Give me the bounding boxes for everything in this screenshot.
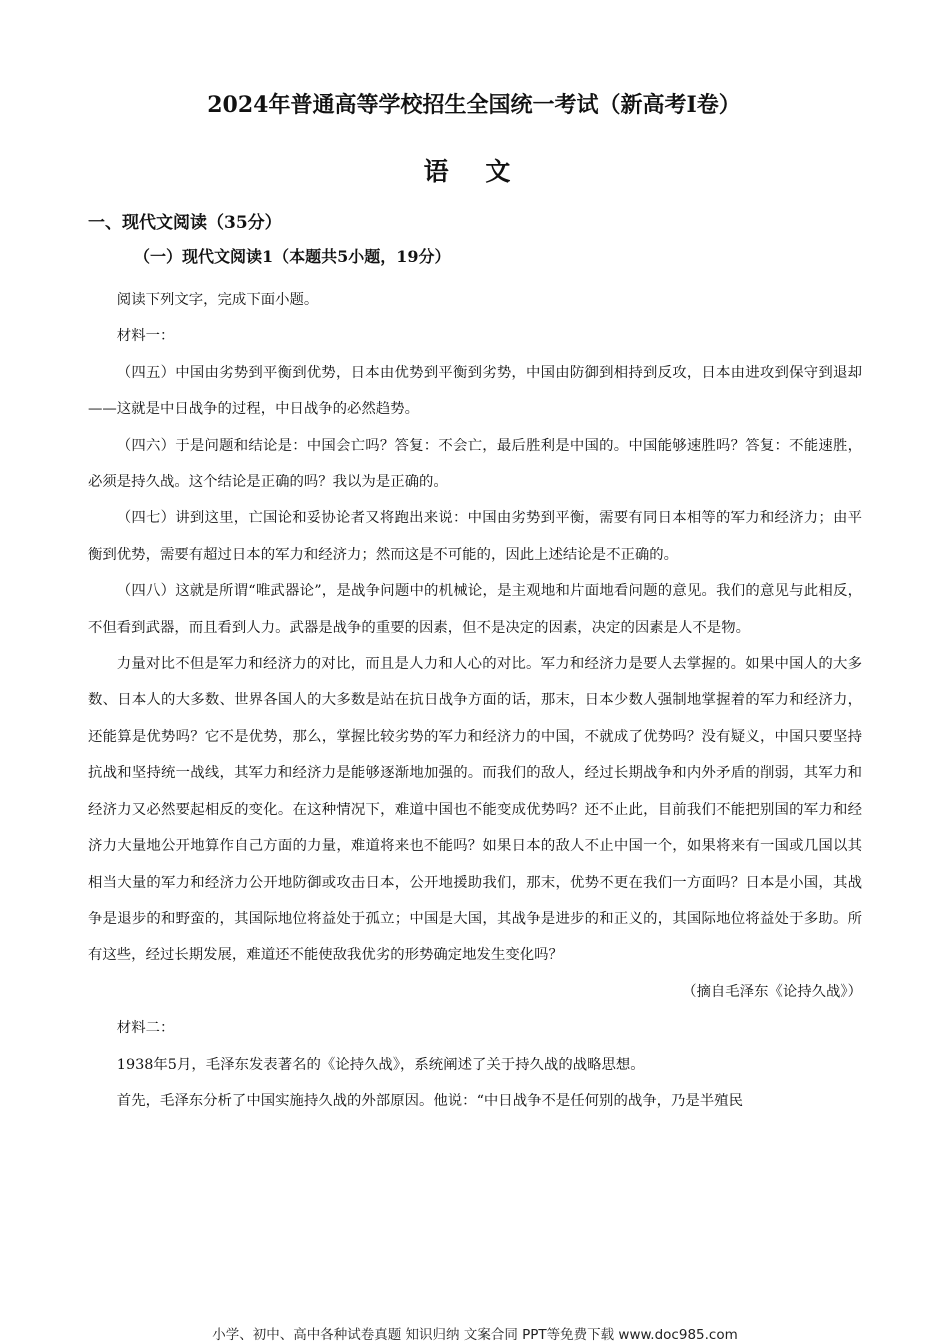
paragraph: （四七）讲到这里，亡国论和妥协论者又将跑出来说：中国由劣势到平衡，需要有同日本相等的军力和经济力；由平衡到优势，需要有超过日本的军力和经济力；然而这是不可能的，因此上述结论是不正确的。 <box>88 510 862 563</box>
paragraph: （四五）中国由劣势到平衡到优势，日本由优势到平衡到劣势，中国由防御到相持到反攻，日本由进攻到保守到退却——这就是中日战争的过程，中日战争的必然趋势。 <box>88 364 862 418</box>
material2-label: 材料二： <box>116 1020 175 1037</box>
paragraph: 首先，毛泽东分析了中国实施持久战的外部原因。他说：“中日战争不是任何别的战争，乃是半殖民 <box>116 1092 743 1109</box>
paragraph: 力量对比不但是军力和经济力的对比，而且是人力和人心的对比。军力和经济力是要人去掌握的。如果中国人的大多数、日本人的大多数、世界各国人的大多数是站在抗日战争方面的话，那末，日本少数人强制地掌握着的军力和经济力，还能算是优势吗？它不是优势，那么，掌握比较劣势的军力和经济力的中国，不就成了优势吗？没有疑义，中国只要坚持抗战和坚持统一战线，其军力和经济力是能够逐渐地加强的。而我们的敌人，经过长期战争和内外矛盾的削弱，其军力和经济力又必然要起相反的变化。在这种情况下，难道中国也不能变成优势吗？还不止此，目前我们不能把别国的军力和经济力大量地公开地算作自己方面的力量，难道将来也不能吗？如果日本的敌人不止中国一个，如果将来有一国或几国以其相当大量的军力和经济力公开地防御或攻击日本，公开地援助我们，那末，优势不更在我们一方面吗？日本是小国，其战争是退步的和野蛮的，其国际地位将益处于孤立；中国是大国，其战争是进步的和正义的，其国际地位将益处于多助。所有这些，经过长期发展，难道还不能使敌我优劣的形势确定地发生变化吗？ <box>88 656 862 964</box>
paragraph: （四六）于是问题和结论是：中国会亡吗？答复：不会亡，最后胜利是中国的。中国能够速胜吗？答复：不能速胜，必须是持久战。这个结论是正确的吗？我以为是正确的。 <box>88 437 862 491</box>
subsection-heading: （一）现代文阅读1（本题共5小题，19分） <box>134 247 451 266</box>
source-citation: （摘自毛泽东《论持久战》） <box>682 983 862 1000</box>
material1-label: 材料一： <box>116 328 175 345</box>
paragraph: （四八）这就是所谓“唯武器论”，是战争问题中的机械论，是主观地和片面地看问题的意见。我们的意见与此相反，不但看到武器，而且看到人力。武器是战争的重要的因素，但不是决定的因素，决定的因素是人不是物。 <box>88 583 862 636</box>
exam-title: 2024年普通高等学校招生全国统一考试（新高考Ⅰ卷） <box>207 92 741 118</box>
footer-banner: 小学、初中、高中各种试卷真题 知识归纳 文案合同 PPT等免费下载 www.doc985.com <box>212 1327 738 1343</box>
paragraph: 1938年5月，毛泽东发表著名的《论持久战》，系统阐述了关于持久战的战略思想。 <box>116 1056 645 1073</box>
instruction-text: 阅读下列文字，完成下面小题。 <box>116 292 319 308</box>
reading-passage <box>88 282 862 1119</box>
section-heading: 一、现代文阅读（35分） <box>88 213 282 233</box>
subject-title: 语 文 <box>423 157 525 186</box>
